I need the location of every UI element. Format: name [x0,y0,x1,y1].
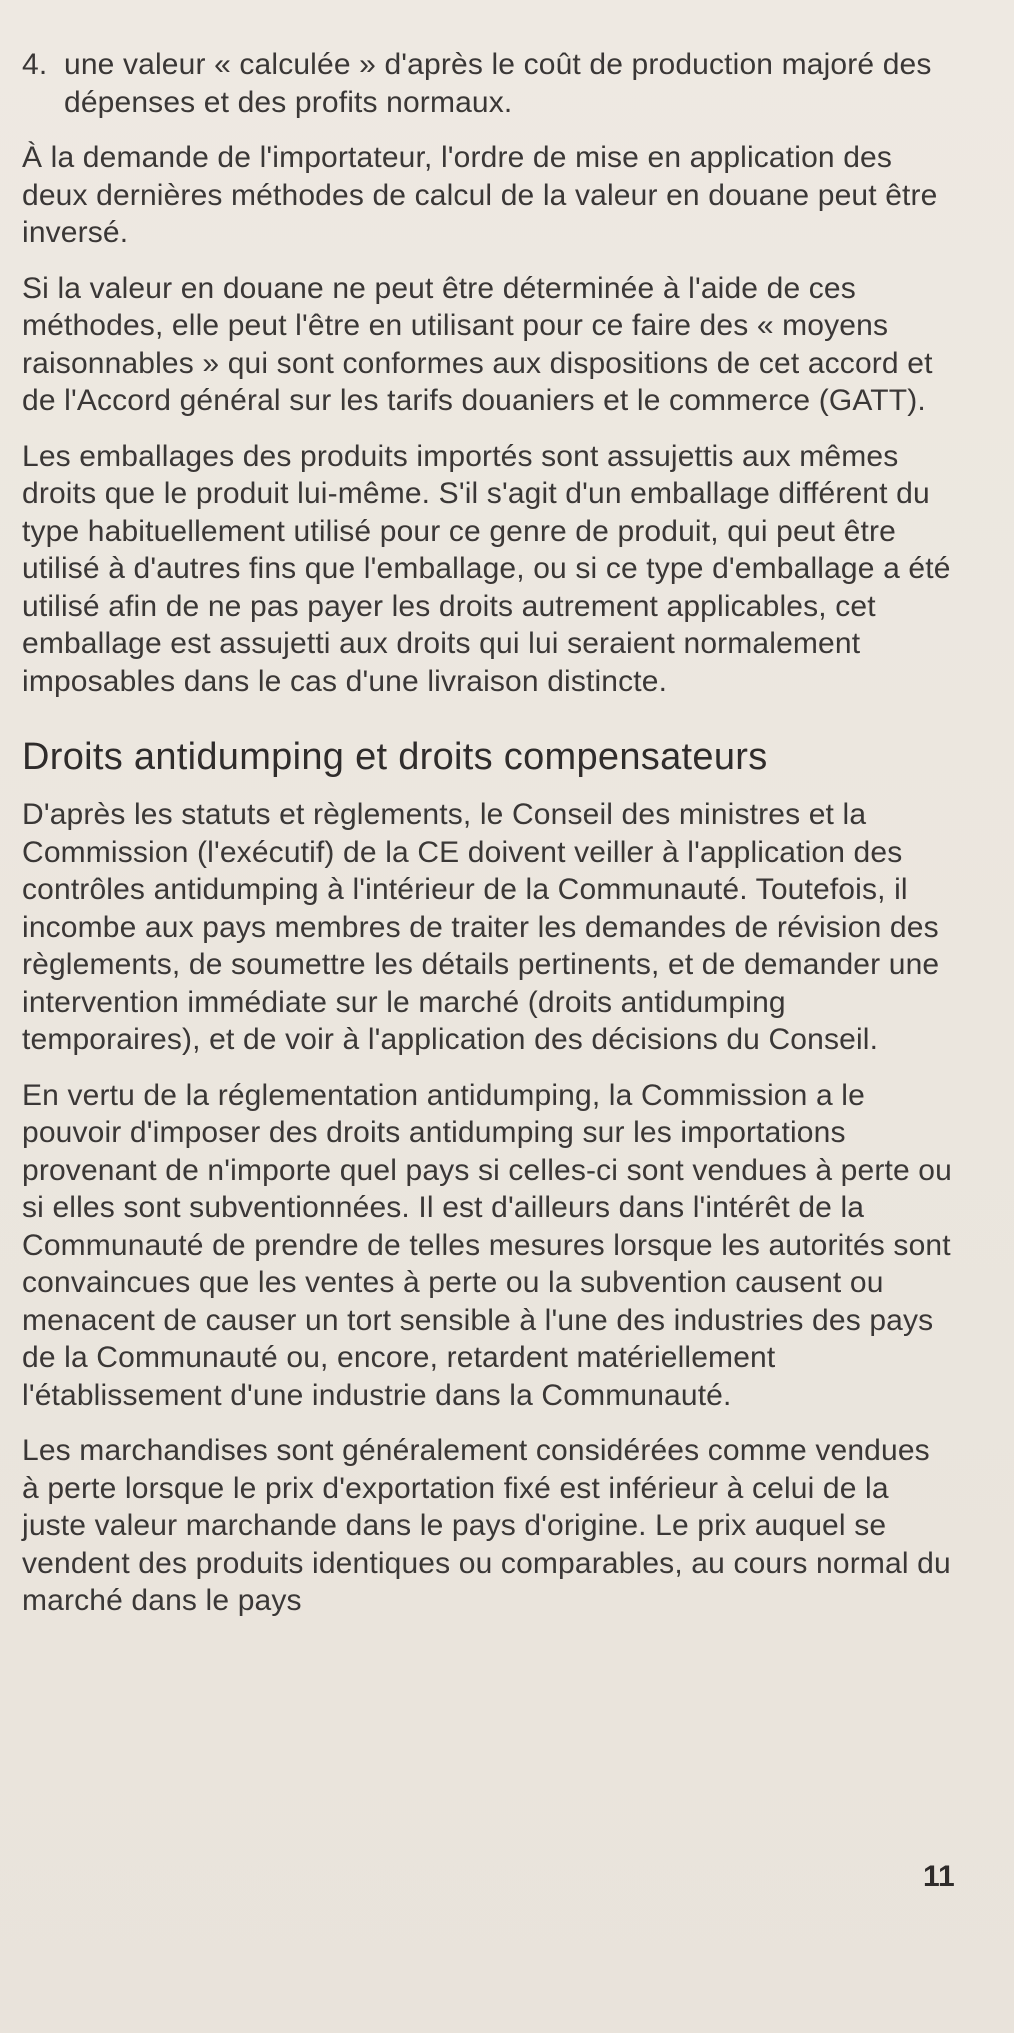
paragraph-antidumping-regulation: En vertu de la réglementation antidumping, la Commission a le pouvoir d'imposer des droits antidumping sur les importations provenant de n'importe quel pays si celles-ci sont vendues à perte ou si elles sont subventionnées. Il est d'ailleurs dans l'intérêt de la Communauté de prendre de telles mesures lorsque les autorités sont convaincues que les ventes à perte ou la subvention causent ou menacent de causer un tort sensible à l'une des industries des pays de la Communauté ou, encore, retardent matériellement l'établissement d'une industrie dans la Communauté. [22,1078,952,1412]
paragraph-dumping-definition: Les marchandises sont généralement considérées comme vendues à perte lorsque le prix d'exportation fixé est inférieur à celui de la juste valeur marchande dans le pays d'origine. Le prix auquel se vendent des produits identiques ou comparables, au cours normal du marché dans le pays [22,1434,951,1617]
list-item-number: 4. [22,48,48,81]
paragraph-reasonable-means: Si la valeur en douane ne peut être déterminée à l'aide de ces méthodes, elle peut l'être en utilisant pour ce faire des « moyens raisonnables » qui sont conformes aux dispositions de cet accord et de l'Accord général sur les tarifs douaniers et le commerce (GATT). [22,271,933,417]
page-number: 11 [923,1860,955,1893]
page-body [22,46,952,1638]
paragraph-inversion: À la demande de l'importateur, l'ordre de mise en application des deux dernières méthodes de calcul de la valeur en douane peut être inversé. [22,141,938,249]
list-item [22,46,952,121]
list-item-text: une valeur « calculée » d'après le coût de production majoré des dépenses et des profits normaux. [64,48,932,119]
paragraph-packaging: Les emballages des produits importés sont assujettis aux mêmes droits que le produit lui-même. S'il s'agit d'un emballage différent du type habituellement utilisé pour ce genre de produit, qui peut être utilisé à d'autres fins que l'emballage, ou si ce type d'emballage a été utilisé afin de ne pas payer les droits autrement applicables, cet emballage est assujetti aux droits qui lui seraient normalement imposables dans le cas d'une livraison distincte. [22,439,951,698]
paragraph-council-commission: D'après les statuts et règlements, le Conseil des ministres et la Commission (l'exécutif) de la CE doivent veiller à l'application des contrôles antidumping à l'intérieur de la Communauté. Toutefois, il incombe aux pays membres de traiter les demandes de révision des règlements, de soumettre les détails pertinents, et de demander une intervention immédiate sur le marché (droits antidumping temporaires), et de voir à l'application des décisions du Conseil. [22,798,940,1056]
section-heading: Droits antidumping et droits compensateurs [22,736,768,778]
